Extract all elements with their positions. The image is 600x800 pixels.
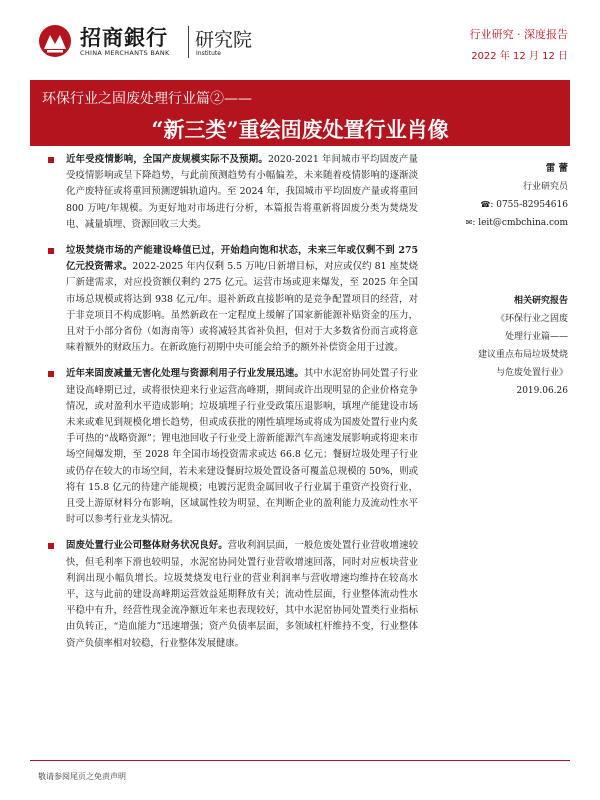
paragraph-lead: 近年受疫情影响，全国产废规模实际不及预期。: [66, 154, 268, 165]
related-reports-heading: 相关研究报告: [513, 296, 568, 306]
paragraph-body: 营收利润层面，一般危废处置行业营收增速较快，但毛利率下滑也较明显，水泥窑协同处置行业营收增速回落，同时对应板块营业利润出现小幅负增长。垃圾焚烧发电行业的营业利润率与营收增速均维持在较高水平，这与此前的建设高峰期运营效益延期释放有关；流动性层面，行业整体流动性水平稳中有升，经营性现金流净额近年来也表现较好，其中水泥窑协同处置类行业指标由负转正，“造血能力”迅速增强；资产负债率层面，多领域杠杆维持不变，行业整体资产负债率相对较稳，行业整体发展健康。: [66, 540, 418, 649]
report-series: 环保行业之固废处理行业篇②——: [42, 91, 252, 107]
bullet-square-icon: [48, 157, 54, 163]
summary-paragraph: [38, 538, 418, 651]
footer-disclaimer: 敬请参阅尾页之免责声明: [38, 772, 126, 781]
report-title: “新三类”重绘固废处置行业肖像: [151, 117, 449, 142]
summary-body: [38, 152, 418, 662]
phone-number: 0755-82954616: [496, 200, 568, 210]
brand-name-en: CHINA MERCHANTS BANK: [80, 49, 170, 57]
bullet-square-icon: [48, 371, 54, 377]
summary-paragraph: [38, 152, 418, 233]
paragraph-lead: 固废处置行业公司整体财务状况良好。: [66, 540, 228, 552]
related-report-line[interactable]: 与危废处置行业》: [495, 368, 568, 378]
related-report-line[interactable]: 建议重点布局垃圾焚烧: [477, 350, 568, 360]
paragraph-body: 其中水泥窑协同处置子行业建设高峰期已过，或将很快迎来行业运营高峰期，期间或许出现明显的企业价格竞争情况，或对盈利水平造成影响；垃圾填埋子行业受政策压退影响，填埋产能建设市场未来或难见到规模化增长趋势，但或成获批的刚性填埋场或将成为国废处置行业内炙手可热的“战略资源”；锂电池回收子行业受上游新能源汽车高速发展影响或将迎来市场空间爆发期，至 2028 年全国市场投资需求或达 66.8 亿元；餐厨垃圾处理子行业或仍存在较大的市场空间，若未来建设餐厨垃圾处置设备可覆盖总规模的 50%，则或将有 15.8 亿元的待建产能规模；电镀污泥贵金属回收子行业属于重资产投资行业，且受上游原材料分布影响，区域属性较为明显，在判断企业的盈利能力及流动性水平时可以参考行业龙头情况。: [66, 368, 418, 526]
mail-icon: ✉: [465, 218, 473, 227]
analyst-phone: ☎: 0755-82954616: [438, 196, 568, 214]
bullet-square-icon: [48, 248, 54, 254]
report-date: 2022 年 12 月 12 日: [471, 51, 568, 62]
sidebar: [438, 160, 568, 400]
brand-name: 招商銀行: [80, 26, 168, 50]
institute-name-en: Institute: [196, 50, 221, 57]
email-address[interactable]: leit@cmbchina.com: [478, 218, 568, 228]
related-report-date: 2019.06.26: [516, 386, 568, 396]
related-report-line[interactable]: 《环保行业之固废: [495, 314, 568, 324]
analyst-name: 雷 蕾: [545, 163, 568, 174]
report-type: 行业研究 · 深度报告: [469, 28, 568, 41]
summary-paragraph: [38, 366, 418, 528]
related-report-line[interactable]: 处理行业篇——: [504, 332, 568, 342]
paragraph-lead: 近年来固废减量无害化处理与资源利用子行业发展迅速。: [66, 368, 304, 380]
bullet-square-icon: [48, 543, 54, 549]
footer-divider: [30, 760, 570, 761]
paragraph-body: 2020-2021 年间城市平均固废产量受疫情影响或呈下降趋势，与此前预测趋势有小幅偏差，未来随着疫情影响的逐渐淡化产废特征或将重回预测逻辑轨道内。至 2024 年，我国城市平均固废产量或将重回 800 万吨/年规模。为更好地对市场进行分析，本篇报告将重新将固废分类为焚烧发电、减量填埋、资源回收三大类。: [66, 154, 418, 230]
cmb-logo-icon: [38, 24, 72, 58]
paragraph-lead: 垃圾焚烧市场的产能建设峰值已过，开始趋向饱和状态，未来三年或仅剩不到 275 亿元投资需求。: [66, 245, 418, 273]
institute-name: 研究院: [195, 29, 253, 51]
title-banner: [30, 80, 570, 146]
analyst-email[interactable]: ✉: leit@cmbchina.com: [438, 214, 568, 232]
summary-paragraph: [38, 243, 418, 356]
phone-icon: ☎: [480, 200, 491, 209]
page-header: [0, 0, 600, 72]
analyst-role: 行业研究员: [522, 182, 568, 192]
paragraph-body: 2022-2025 年内仅剩 5.5 万吨/日新增目标，对应或仅约 81 座焚烧厂新建需求，对应投资额仅剩约 275 亿元。运营市场或迎来爆发，至 2025 年全国市场总规模或将达到 938 亿元/年。退补新政直接影响的是竞争配置项目的经营，对于非竞项目不构成影响。虽然新政在一定程度上缓解了国家新能源补贴资金的压力，且对于小部分省份（如海南等）或将减轻其省补负担，但对于大多数省份而言或将意味着额外的财政压力。在新政施行初期中央可能会给予的额外补偿资金用于过渡。: [66, 261, 418, 354]
logo-divider: [188, 26, 189, 58]
